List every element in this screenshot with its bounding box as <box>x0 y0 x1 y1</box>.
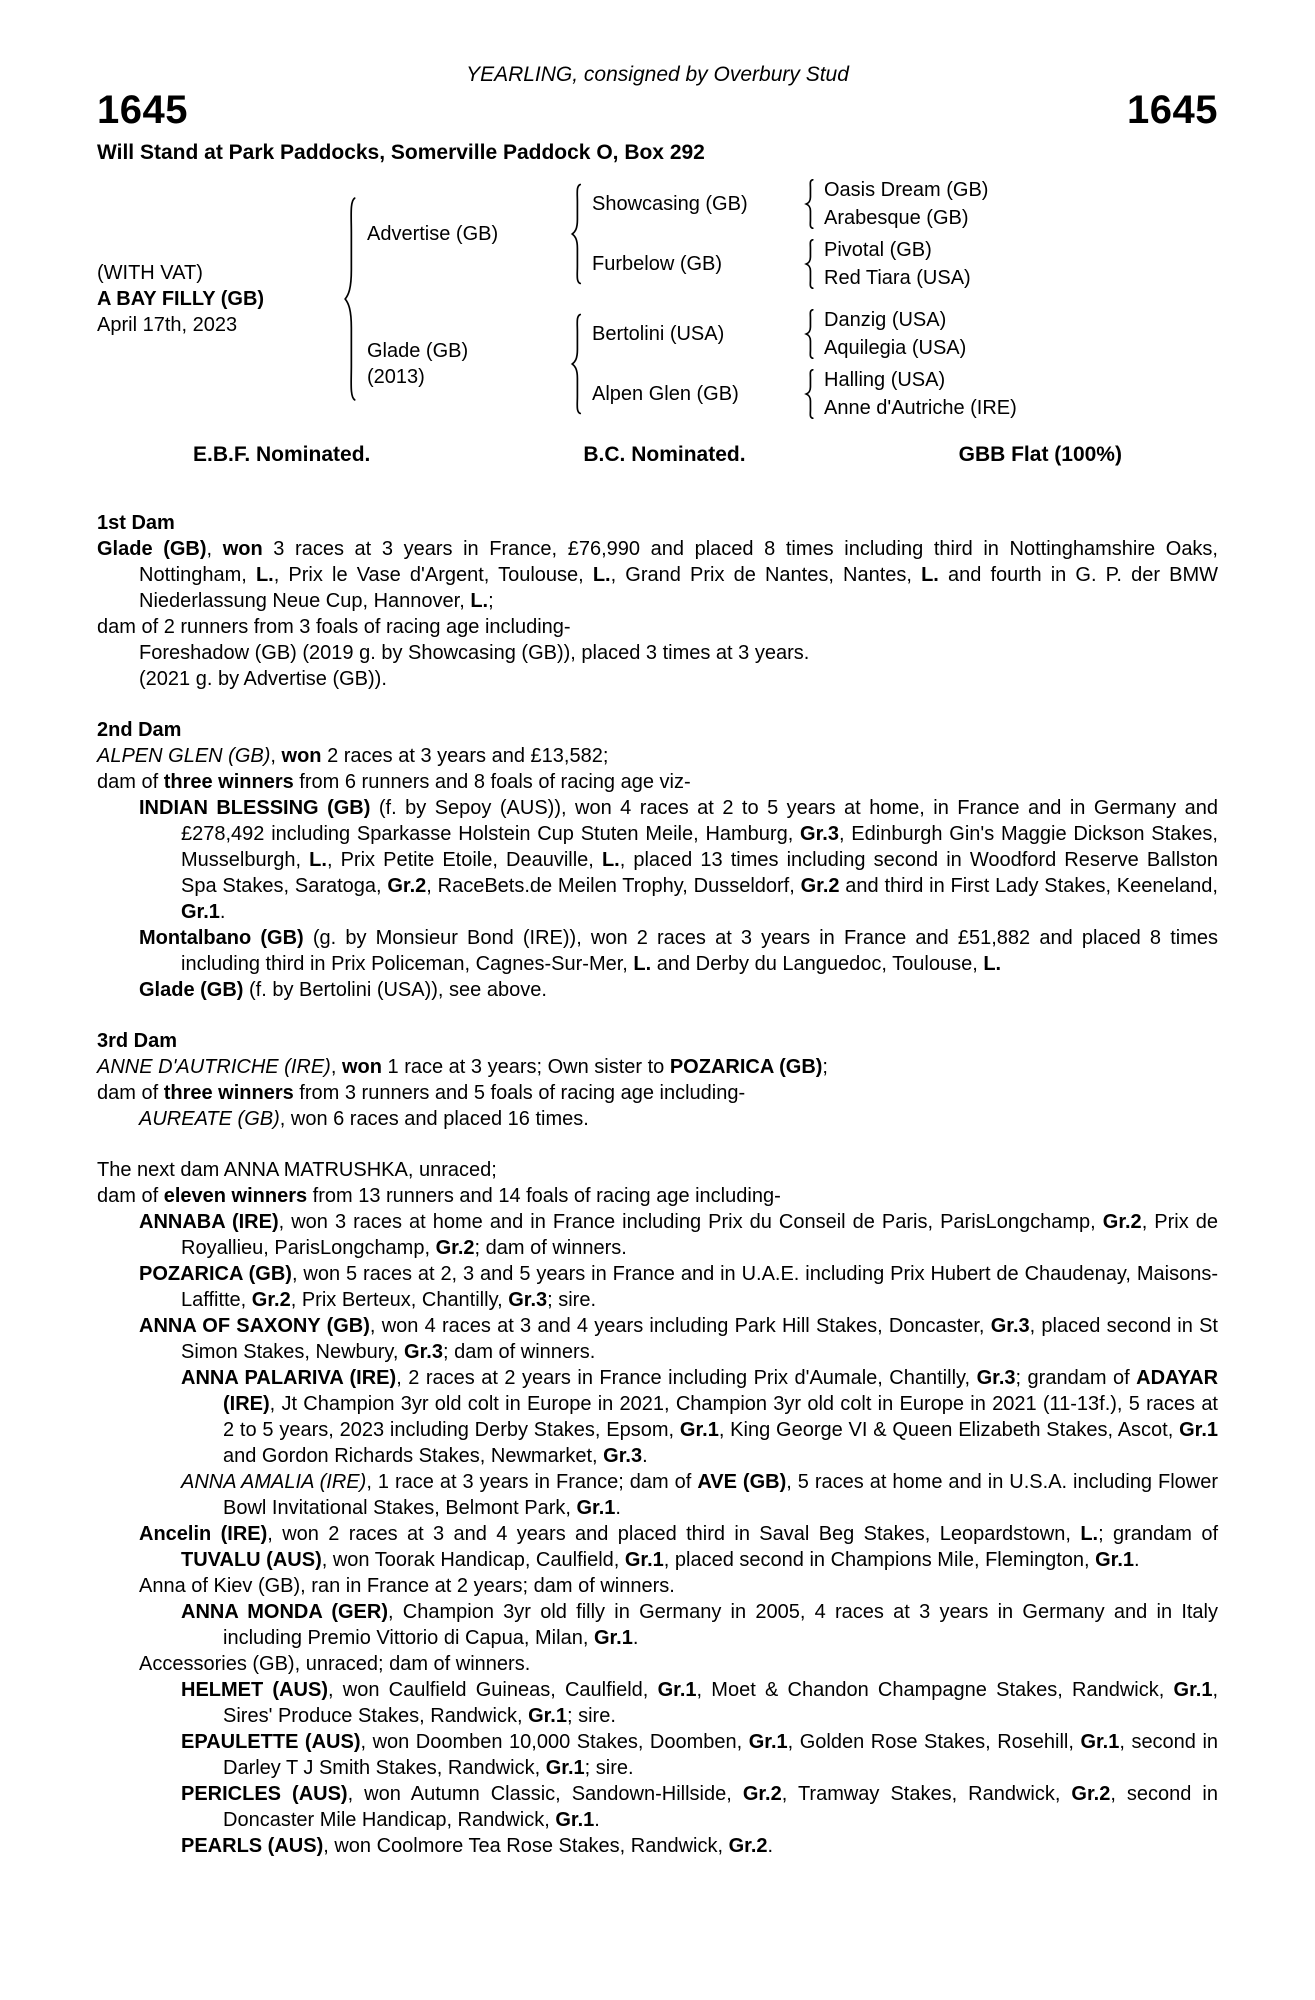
dam-sire-branch <box>592 306 1017 362</box>
dam-grandparents <box>592 306 1017 422</box>
brace-icon <box>567 183 583 285</box>
pedigree-cell: Halling (USA) <box>824 369 946 391</box>
dam-sire-name: Bertolini (USA) <box>592 323 725 345</box>
pedigree-subject <box>97 260 335 338</box>
catalogue-paragraph: ANNABA (IRE), won 3 races at home and in France including Prix du Conseil de Paris, ParisLongchamp, Gr.2, Prix de Royallieu, ParisLongchamp, Gr.2; dam of winners. <box>139 1211 1219 1259</box>
great-grandparents <box>824 176 988 232</box>
pedigree-cell: Anne d'Autriche (IRE) <box>824 397 1017 419</box>
catalogue-paragraph: AUREATE (GB), won 6 races and placed 16 times. <box>139 1108 589 1130</box>
sire-name: Advertise (GB) <box>367 223 499 245</box>
sire-dam-name: Furbelow (GB) <box>592 253 723 275</box>
catalogue-paragraph: Glade (GB) (f. by Bertolini (USA)), see above. <box>139 979 547 1001</box>
lot-number-left: 1645 <box>97 88 188 132</box>
pedigree-cell: Red Tiara (USA) <box>824 267 971 289</box>
catalogue-paragraph: EPAULETTE (AUS), won Doomben 10,000 Stakes, Doomben, Gr.1, Golden Rose Stakes, Rosehill, Gr.1, second in Darley T J Smith Stakes, Randwick, Gr.1; sire. <box>181 1731 1219 1779</box>
pedigree-generations <box>367 176 1017 422</box>
stand-location-line: Will Stand at Park Paddocks, Somerville Paddock O, Box 292 <box>97 141 705 164</box>
sire-dam-branch <box>592 236 988 292</box>
vat-note: (WITH VAT) <box>97 262 203 284</box>
dam-heading: 3rd Dam <box>97 1030 178 1052</box>
catalogue-paragraph: ANNE D'AUTRICHE (IRE), won 1 race at 3 years; Own sister to POZARICA (GB); <box>97 1056 828 1078</box>
subject-foaling-date: April 17th, 2023 <box>97 314 238 336</box>
dam-dam-name: Alpen Glen (GB) <box>592 383 739 405</box>
brace-icon <box>802 179 815 229</box>
brace-icon <box>802 309 815 359</box>
brace-icon <box>339 195 358 403</box>
pedigree-cell: Danzig (USA) <box>824 309 947 331</box>
dam-name <box>367 338 563 390</box>
great-grandparents <box>824 306 966 362</box>
sire-grandparents <box>592 176 988 292</box>
nominations-row <box>97 442 1218 468</box>
dam-branch <box>367 306 1017 422</box>
catalogue-paragraph: (2021 g. by Advertise (GB)). <box>139 668 387 690</box>
catalogue-paragraph: dam of three winners from 6 runners and 8 foals of racing age viz- <box>97 771 691 793</box>
sire-branch <box>367 176 1017 292</box>
catalogue-paragraph: ALPEN GLEN (GB), won 2 races at 3 years and £13,582; <box>97 745 609 767</box>
dam-dam-branch <box>592 366 1017 422</box>
pedigree-cell: Pivotal (GB) <box>824 239 932 261</box>
brace-icon <box>802 369 815 419</box>
catalogue-paragraph: The next dam ANNA MATRUSHKA, unraced; <box>97 1159 497 1181</box>
bc-nominated-label: B.C. Nominated. <box>583 443 746 466</box>
catalogue-paragraph: ANNA AMALIA (IRE), 1 race at 3 years in France; dam of AVE (GB), 5 races at home and in U.S.A. including Flower Bowl Invitational Stakes, Belmont Park, Gr.1. <box>181 1471 1218 1519</box>
consignor-line: YEARLING, consigned by Overbury Stud <box>466 63 849 86</box>
dam-name-line: Glade (GB) <box>367 340 469 362</box>
dam-section <box>97 717 1218 1003</box>
pedigree-cell: Oasis Dream (GB) <box>824 179 989 201</box>
gbb-flat-label: GBB Flat (100%) <box>958 443 1122 466</box>
dam-year-line: (2013) <box>367 366 425 388</box>
catalogue-paragraph: ANNA OF SAXONY (GB), won 4 races at 3 and 4 years including Park Hill Stakes, Doncaster, Gr.3, placed second in St Simon Stakes, Newbury, Gr.3; dam of winners. <box>139 1315 1218 1363</box>
catalogue-paragraph: PERICLES (AUS), won Autumn Classic, Sandown-Hillside, Gr.2, Tramway Stakes, Randwick, Gr.2, second in Doncaster Mile Handicap, Randwick, Gr.1. <box>181 1783 1218 1831</box>
catalogue-paragraph: INDIAN BLESSING (GB) (f. by Sepoy (AUS)), won 4 races at 2 to 5 years at home, in France and in Germany and £278,492 including Sparkasse Holstein Cup Stuten Meile, Hamburg, Gr.3, Edinburgh Gin's Maggie Dickson Stakes, Musselburgh, L., Prix Petite Etoile, Deauville, L., placed 13 times including second in Woodford Reserve Ballston Spa Stakes, Saratoga, Gr.2, RaceBets.de Meilen Trophy, Dusseldorf, Gr.2 and third in First Lady Stakes, Keeneland, Gr.1. <box>139 797 1218 923</box>
pedigree-table <box>97 176 1218 422</box>
sire-sire-name: Showcasing (GB) <box>592 193 748 215</box>
pedigree-cell: Aquilegia (USA) <box>824 337 967 359</box>
dam-sections <box>97 510 1218 1859</box>
catalogue-paragraph: HELMET (AUS), won Caulfield Guineas, Caulfield, Gr.1, Moet & Chandon Champagne Stakes, Randwick, Gr.1, Sires' Produce Stakes, Randwick, Gr.1; sire. <box>181 1679 1219 1727</box>
dam-section <box>97 1028 1218 1132</box>
catalogue-paragraph: Ancelin (IRE), won 2 races at 3 and 4 years and placed third in Saval Beg Stakes, Leopardstown, L.; grandam of TUVALU (AUS), won Toorak Handicap, Caulfield, Gr.1, placed second in Champions Mile, Flemington, Gr.1. <box>139 1523 1219 1571</box>
catalogue-paragraph: dam of 2 runners from 3 foals of racing age including- <box>97 616 571 638</box>
dam-section <box>97 510 1218 692</box>
lot-number-row <box>97 88 1218 132</box>
catalogue-paragraph: PEARLS (AUS), won Coolmore Tea Rose Stakes, Randwick, Gr.2. <box>181 1835 774 1857</box>
catalogue-paragraph: Montalbano (GB) (g. by Monsieur Bond (IRE)), won 2 races at 3 years in France and £51,882 and placed 8 times including third in Prix Policeman, Cagnes-Sur-Mer, L. and Derby du Languedoc, Toulouse, L. <box>139 927 1218 975</box>
dam-heading: 1st Dam <box>97 512 175 534</box>
catalogue-paragraph: Foreshadow (GB) (2019 g. by Showcasing (GB)), placed 3 times at 3 years. <box>139 642 810 664</box>
catalogue-paragraph: ANNA PALARIVA (IRE), 2 races at 2 years in France including Prix d'Aumale, Chantilly, Gr.3; grandam of ADAYAR (IRE), Jt Champion 3yr old colt in Europe in 2021, Champion 3yr old colt in Europe in 2021 (11-13f.), 5 races at 2 to 5 years, 2023 including Derby Stakes, Epsom, Gr.1, King George VI & Queen Elizabeth Stakes, Ascot, Gr.1 and Gordon Richards Stakes, Newmarket, Gr.3. <box>181 1367 1219 1467</box>
catalogue-paragraph: POZARICA (GB), won 5 races at 2, 3 and 5 years in France and in U.A.E. including Prix Hubert de Chaudenay, Maisons-Laffitte, Gr.2, Prix Berteux, Chantilly, Gr.3; sire. <box>139 1263 1218 1311</box>
catalogue-paragraph: Anna of Kiev (GB), ran in France at 2 years; dam of winners. <box>139 1575 675 1597</box>
pedigree-cell: Arabesque (GB) <box>824 207 969 229</box>
subject-name: A BAY FILLY (GB) <box>97 288 265 310</box>
brace-icon <box>802 239 815 289</box>
ebf-nominated-label: E.B.F. Nominated. <box>193 443 371 466</box>
lot-number-right: 1645 <box>1127 88 1218 132</box>
catalogue-paragraph: dam of three winners from 3 runners and 5 foals of racing age including- <box>97 1082 746 1104</box>
great-grandparents <box>824 366 1017 422</box>
catalogue-paragraph: Accessories (GB), unraced; dam of winners. <box>139 1653 531 1675</box>
dam-heading: 2nd Dam <box>97 719 182 741</box>
dam-section <box>97 1157 1218 1859</box>
catalogue-paragraph: Glade (GB), won 3 races at 3 years in France, £76,990 and placed 8 times including third in Nottinghamshire Oaks, Nottingham, L., Prix le Vase d'Argent, Toulouse, L., Grand Prix de Nantes, Nantes, L. and fourth in G. P. der BMW Niederlassung Neue Cup, Hannover, L.; <box>97 538 1219 612</box>
great-grandparents <box>824 236 971 292</box>
catalogue-paragraph: dam of eleven winners from 13 runners and 14 foals of racing age including- <box>97 1185 781 1207</box>
brace-icon <box>567 313 583 415</box>
sire-sire-branch <box>592 176 988 232</box>
catalogue-paragraph: ANNA MONDA (GER), Champion 3yr old filly in Germany in 2005, 4 races at 3 years in Germany and in Italy including Premio Vittorio di Capua, Milan, Gr.1. <box>181 1601 1218 1649</box>
